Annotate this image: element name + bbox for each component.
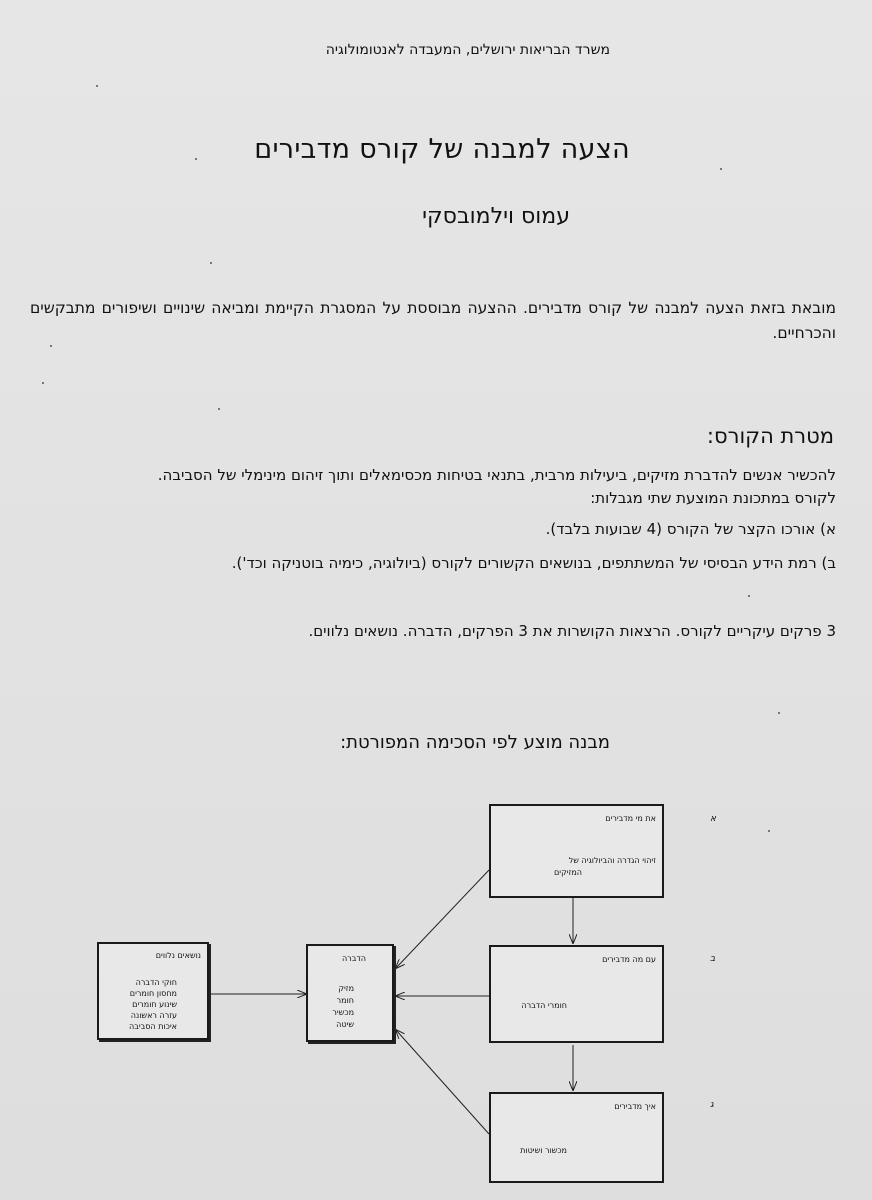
box-with-what: [489, 945, 664, 1043]
side-line-3: שינוע חומרים: [132, 1000, 177, 1009]
box-c-title: איך מדבירים: [614, 1102, 656, 1111]
box-a-title: את מי מדבירים: [605, 814, 656, 823]
box-c-marker: ג: [710, 1100, 714, 1110]
scan-speck: [96, 85, 98, 87]
arrow-c-to-center: [396, 1030, 489, 1134]
scan-speck: [778, 712, 780, 714]
side-line-1: חוקי הדברה: [135, 978, 177, 987]
scan-speck: [50, 345, 52, 347]
side-line-5: איכות הסביבה: [128, 1022, 177, 1031]
center-line-1: מזיק: [338, 984, 354, 993]
scan-speck: [218, 408, 220, 410]
intro-paragraph: מובאת בזאת הצעה למבנה של קורס מדבירים. ההצעה מבוססת על המסגרת הקיימת ומביאה שינויים ושיפורים מתבקשים והכרחיים.: [30, 299, 836, 342]
side-line-2: מחסון חומרים: [129, 989, 177, 998]
scan-speck: [768, 830, 770, 832]
box-b-title: עם מה מדבירים: [602, 955, 656, 964]
box-extermination-center: [306, 944, 394, 1042]
scan-speck: [210, 262, 212, 264]
scan-speck: [748, 595, 750, 597]
document-title: הצעה למבנה של קורס מדבירים: [254, 134, 630, 165]
scan-speck: [195, 158, 197, 160]
center-title: הדברה: [342, 954, 366, 963]
arrow-a-to-center: [396, 870, 489, 968]
box-a-body-2: המזיקים: [554, 868, 582, 877]
author-name: עמוס וילמובסקי: [422, 204, 570, 229]
goal-line-2: לקורס במתכונת המוצעת שתי מגבלות:: [590, 489, 836, 507]
scan-speck: [720, 168, 722, 170]
box-c-body: מכשור ושיטות: [520, 1146, 567, 1155]
box-b-marker: ב: [710, 954, 716, 964]
box-a-marker: א: [710, 814, 717, 824]
goal-line-1: להכשיר אנשים להדברת מזיקים, ביעילות מרבית, בתנאי בטיחות מכסימאלים ותוך זיהום מינימלי של הסביבה.: [157, 466, 836, 484]
center-line-4: שיטה: [336, 1020, 354, 1029]
box-b-body: חומרי הדברה: [521, 1001, 567, 1010]
center-line-2: חומר: [336, 996, 354, 1005]
goal-heading: מטרת הקורס:: [706, 424, 834, 448]
center-line-3: מכשיר: [332, 1008, 354, 1017]
side-title: נושאים נלווים: [155, 951, 201, 960]
limitation-a: א) אורכו הקצר של הקורס (4 שבועות בלבד).: [545, 520, 836, 538]
box-a-body-1: זיהוי הגדרה והביולוגיה של: [568, 856, 656, 865]
course-parts-paragraph: 3 פרקים עיקריים לקורס. הרצאות הקושרות את 3 הפרקים, הדברה. נושאים נלווים.: [308, 622, 836, 640]
letterhead: משרד הבריאות ירושלים, המעבדה לאנטומולוגיה: [325, 42, 610, 58]
box-who-to-exterminate: [489, 804, 664, 898]
box-related-topics: [97, 942, 209, 1040]
box-how: [489, 1092, 664, 1183]
side-line-4: עזרה ראשונה: [130, 1011, 177, 1020]
scheme-heading: מבנה מוצע לפי הסכימה המפורטת:: [340, 732, 610, 753]
limitation-b: ב) רמת הידע הבסיסי של המשתתפים, בנושאים הקשורים לקורס (ביולוגיה, כימיה בוטניקה וכד').: [231, 554, 836, 572]
scan-speck: [42, 382, 44, 384]
